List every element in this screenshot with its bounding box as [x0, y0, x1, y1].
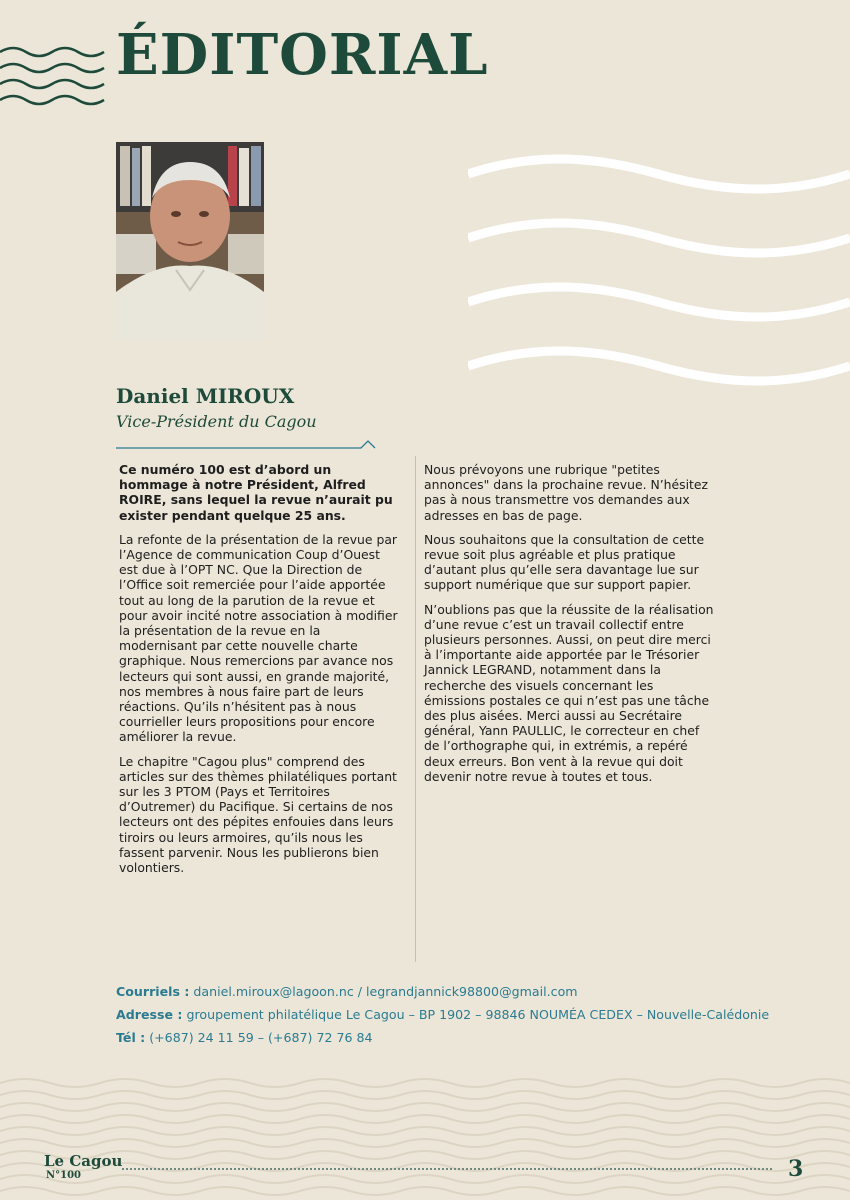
article-column-left [119, 462, 401, 884]
phone-value: (+687) 24 11 59 – (+687) 72 76 84 [149, 1030, 373, 1045]
footer-issue-number: N°100 [46, 1170, 82, 1181]
article-column-right [424, 462, 718, 793]
contact-email-row [116, 984, 769, 999]
page-number: 3 [788, 1156, 804, 1182]
paragraph: Le chapitre "Cagou plus" comprend des articles sur des thèmes philatéliques portant sur les 3 PTOM (Pays et Territoires d’Outremer) du Pacifique. Si certains de nos lecteurs ont des pépites enfouies dans leurs tiroirs ou leurs armoires, qu’ils nous les fassent parvenir. Nous les publierons bien volontiers. [119, 753, 397, 876]
phone-label: Tél : [116, 1030, 146, 1045]
footer-wave-pattern [0, 1075, 850, 1200]
email-label: Courriels : [116, 984, 190, 999]
paragraph: N’oublions pas que la réussite de la réalisation d’une revue c’est un travail collectif entre plusieurs personnes. Aussi, on peut dire merci à l’importante aide apportée par le Trésorier Jannick LEGRAND, notamment dans la recherche des visuels concernant les émissions postales ce qui n’est pas une tâche des plus aisées. Merci aussi au Secrétaire général, Yann PAULLIC, le correcteur en chef de l’orthographe qui, in extrémis, a repéré deux erreurs. Bon vent à la revue qui doit devenir notre revue à toutes et tous. [424, 601, 714, 784]
contact-address-row [116, 1007, 769, 1022]
postmark-waves-right [468, 150, 850, 410]
author-name: Daniel MIROUX [116, 384, 295, 408]
paragraph: Nous souhaitons que la consultation de cette revue soit plus agréable et plus pratique d’autant plus qu’elle sera davantage lue sur support numérique que sur support papier. [424, 531, 705, 593]
paragraph: Nous prévoyons une rubrique "petites annonces" dans la prochaine revue. N’hésitez pas à nous transmettre vos demandes aux adresses en bas de page. [424, 462, 709, 523]
address-label: Adresse : [116, 1007, 183, 1022]
contact-block [116, 984, 769, 1053]
author-photo [116, 142, 264, 340]
role-underline [116, 438, 378, 450]
lead-paragraph: Ce numéro 100 est d’abord un hommage à notre Président, Alfred ROIRE, sans lequel la revue n’aurait pu exister pendant quelque 25 ans. [119, 462, 393, 523]
address-value: groupement philatélique Le Cagou – BP 1902 – 98846 NOUMÉA CEDEX – Nouvelle-Calédonie [186, 1007, 770, 1022]
email-links[interactable]: daniel.miroux@lagoon.nc / legrandjannick98800@gmail.com [193, 984, 578, 999]
column-divider [415, 456, 416, 962]
footer-brand: Le Cagou [44, 1152, 123, 1170]
page-title: ÉDITORIAL [116, 22, 489, 88]
paragraph: La refonte de la présentation de la revue par l’Agence de communication Coup d’Ouest est due à l’OPT NC. Que la Direction de l’Office soit remerciée pour l’aide apportée tout au long de la parution de la revue et pour avoir incité notre association à modifier la présentation de la revue en la modernisant par cette nouvelle charte graphique. Nous remercions par avance nos lecteurs qui sont aussi, en grande majorité, nos membres à nous faire part de leurs réactions. Qu’ils n’hésitent pas à nous courrieller leurs propositions pour encore améliorer la revue. [119, 531, 398, 745]
author-role: Vice-Président du Cagou [116, 412, 317, 431]
contact-phone-row [116, 1030, 769, 1045]
footer-dotted-rule [122, 1168, 772, 1170]
postmark-waves-left [0, 40, 110, 110]
